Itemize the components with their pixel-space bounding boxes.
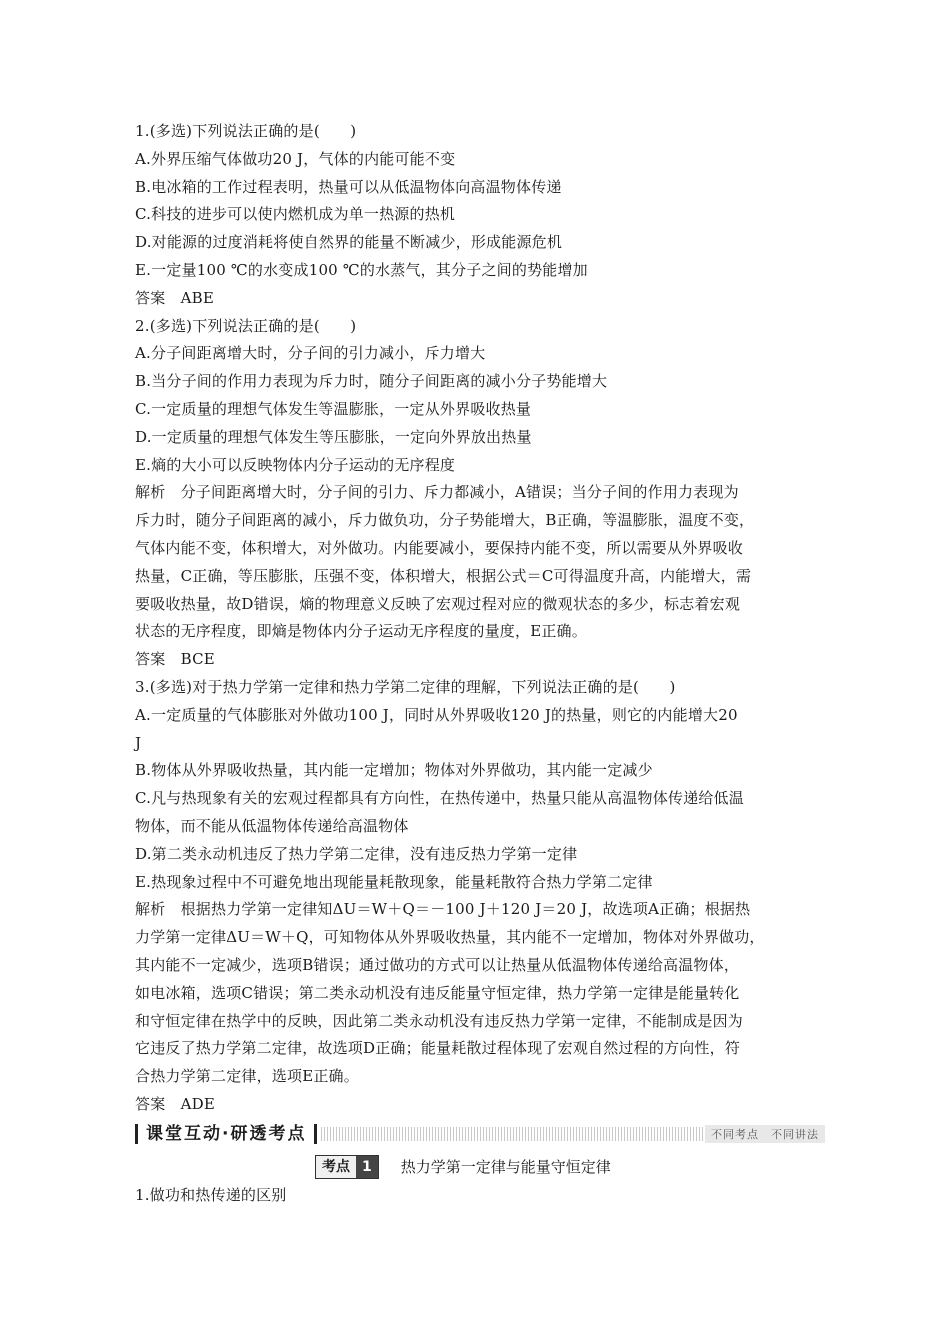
q3-analysis-line: 解析 根据热力学第一定律知ΔU＝W＋Q＝－100 J＋120 J＝20 J，故选项A正确；根据热: [135, 900, 751, 919]
q2-analysis-line: 气体内能不变，体积增大，对外做功。内能要减小，要保持内能不变，所以需要从外界吸收: [135, 538, 744, 557]
document-page: [135, 118, 825, 1209]
section-banner: [135, 1122, 825, 1146]
q3-option-e: E.热现象过程中不可避免地出现能量耗散现象，能量耗散符合热力学第二定律: [135, 872, 653, 891]
q2-option-a: A.分子间距离增大时，分子间的引力减小，斥力增大: [135, 344, 486, 363]
q3-answer: 答案 ADE: [135, 1094, 216, 1113]
q3-option-a-cont: J: [135, 733, 142, 752]
kaodian-number: 1: [356, 1156, 378, 1178]
q3-option-d: D.第二类永动机违反了热力学第二定律，没有违反热力学第一定律: [135, 844, 578, 863]
banner-hatch: [321, 1127, 705, 1141]
q3-option-b: B.物体从外界吸收热量，其内能一定增加；物体对外界做功，其内能一定减少: [135, 761, 653, 780]
q3-option-c: C.凡与热现象有关的宏观过程都具有方向性，在热传递中，热量只能从高温物体传递给低温: [135, 789, 744, 808]
q1-option-a: A.外界压缩气体做功20 J，气体的内能可能不变: [135, 149, 456, 168]
q2-analysis-line: 状态的无序程度，即熵是物体内分子运动无序程度的量度，E正确。: [135, 622, 587, 641]
q3-analysis-line: 力学第一定律ΔU＝W＋Q，可知物体从外界吸收热量，其内能不一定增加，物体对外界做功，: [135, 928, 765, 947]
q2-stem: 2.(多选)下列说法正确的是( ): [135, 316, 357, 335]
q1-option-c: C.科技的进步可以使内燃机成为单一热源的热机: [135, 205, 456, 224]
q3-option-a: A.一定质量的气体膨胀对外做功100 J，同时从外界吸收120 J的热量，则它的内能增大20: [135, 705, 738, 724]
q1-option-d: D.对能源的过度消耗将使自然界的能量不断减少，形成能源危机: [135, 233, 563, 252]
q2-option-e: E.熵的大小可以反映物体内分子运动的无序程度: [135, 455, 456, 474]
q3-analysis-line: 合热力学第二定律，选项E正确。: [135, 1067, 359, 1086]
q3-option-c-cont: 物体，而不能从低温物体传递给高温物体: [135, 816, 409, 835]
q3-analysis-line: 如电冰箱，选项C错误；第二类永动机没有违反能量守恒定律，热力学第一定律是能量转化: [135, 983, 740, 1002]
q1-option-b: B.电冰箱的工作过程表明，热量可以从低温物体向高温物体传递: [135, 177, 562, 196]
q3-stem: 3.(多选)对于热力学第一定律和热力学第二定律的理解，下列说法正确的是( ): [135, 677, 676, 696]
q1-option-e: E.一定量100 ℃的水变成100 ℃的水蒸气，其分子之间的势能增加: [135, 260, 588, 279]
kaodian-badge: [315, 1155, 379, 1179]
banner-subtitle: 不同考点 不同讲法: [705, 1125, 825, 1143]
banner-title: 课堂互动·研透考点: [135, 1124, 317, 1144]
q2-option-d: D.一定质量的理想气体发生等压膨胀，一定向外界放出热量: [135, 427, 532, 446]
kaodian-title: 热力学第一定律与能量守恒定律: [400, 1158, 611, 1177]
q3-analysis-line: 它违反了热力学第二定律，故选项D正确；能量耗散过程体现了宏观自然过程的方向性，符: [135, 1039, 741, 1058]
q2-analysis-line: 斥力时，随分子间距离的减小，斥力做负功，分子势能增大，B正确，等温膨胀，温度不变，: [135, 511, 755, 530]
q3-analysis-line: 和守恒定律在热学中的反映，因此第二类永动机没有违反热力学第一定律，不能制成是因为: [135, 1011, 744, 1030]
q2-option-c: C.一定质量的理想气体发生等温膨胀，一定从外界吸收热量: [135, 399, 532, 418]
kaodian-label: 考点: [316, 1156, 356, 1178]
kaodian-heading: [315, 1152, 825, 1182]
q3-analysis-line: 其内能不一定减少，选项B错误；通过做功的方式可以让热量从低温物体传递给高温物体，: [135, 955, 740, 974]
q2-option-b: B.当分子间的作用力表现为斥力时，随分子间距离的减小分子势能增大: [135, 372, 608, 391]
q2-answer: 答案 BCE: [135, 650, 215, 669]
q2-analysis-line: 解析 分子间距离增大时，分子间的引力、斥力都减小，A错误；当分子间的作用力表现为: [135, 483, 739, 502]
section-heading: 1.做功和热传递的区别: [135, 1185, 287, 1204]
q1-answer: 答案 ABE: [135, 288, 215, 307]
q2-analysis-line: 要吸收热量，故D错误，熵的物理意义反映了宏观过程对应的微观状态的多少，标志着宏观: [135, 594, 741, 613]
q2-analysis-line: 热量，C正确，等压膨胀，压强不变，体积增大，根据公式＝C可得温度升高，内能增大，需: [135, 566, 752, 585]
q1-stem: 1.(多选)下列说法正确的是( ): [135, 122, 357, 140]
